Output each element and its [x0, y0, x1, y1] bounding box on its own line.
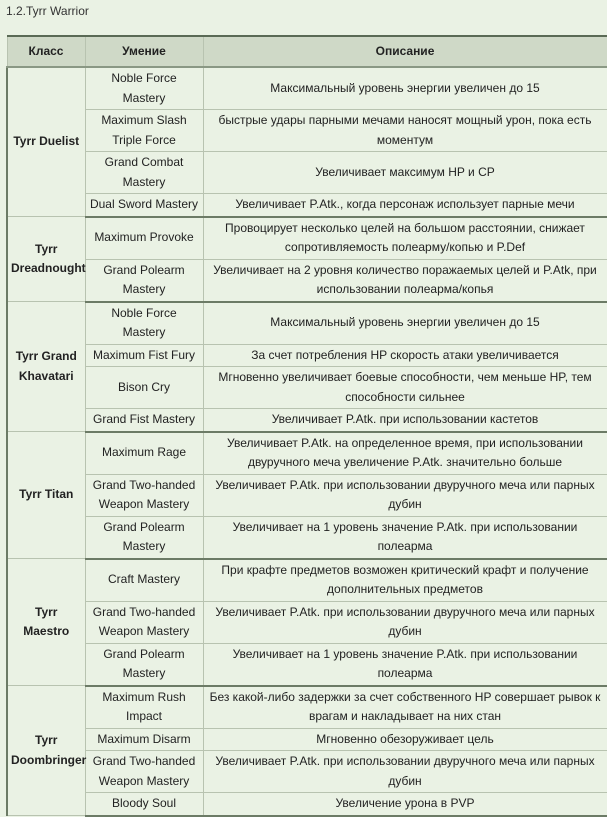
table-row	[7, 67, 607, 110]
class-cell: Tyrr Maestro	[7, 559, 85, 686]
skill-cell: Maximum Rage	[85, 432, 203, 475]
description-cell: Максимальный уровень энергии увеличен до 15	[203, 302, 607, 345]
description-cell: Увеличивает на 1 уровень значение P.Atk. при использовании полеарма	[203, 643, 607, 686]
description-cell: Увеличивает максимум HP и CP	[203, 152, 607, 194]
table-row	[7, 367, 607, 409]
description-cell: Провоцирует несколько целей на большом расстоянии, снижает сопротивляемость полеарму/копью и P.Def	[203, 217, 607, 260]
table-row	[7, 110, 607, 152]
class-cell: Tyrr Dreadnought	[7, 217, 85, 302]
skill-cell: Bloody Soul	[85, 793, 203, 816]
table-row	[7, 259, 607, 302]
table-row	[7, 194, 607, 217]
skill-cell: Maximum Slash Triple Force	[85, 110, 203, 152]
table-row	[7, 751, 607, 793]
skill-cell: Noble Force Mastery	[85, 302, 203, 345]
table-row	[7, 728, 607, 751]
skill-cell: Dual Sword Mastery	[85, 194, 203, 217]
description-cell: Увеличивает P.Atk. при использовании двуручного меча или парных дубин	[203, 751, 607, 793]
table-row	[7, 601, 607, 643]
description-cell: Увеличивает P.Atk. при использовании кастетов	[203, 409, 607, 432]
description-cell: Увеличение урона в PVP	[203, 793, 607, 816]
table-row	[7, 793, 607, 816]
skills-table	[6, 35, 607, 817]
skill-cell: Grand Two-handed Weapon Mastery	[85, 751, 203, 793]
skill-cell: Maximum Rush Impact	[85, 686, 203, 729]
description-cell: Мгновенно обезоруживает цель	[203, 728, 607, 751]
description-cell: Увеличивает P.Atk. при использовании двуручного меча или парных дубин	[203, 474, 607, 516]
description-cell: Увеличивает P.Atk., когда персонаж использует парные мечи	[203, 194, 607, 217]
table-row	[7, 302, 607, 345]
description-cell: При крафте предметов возможен критический крафт и получение дополнительных предметов	[203, 559, 607, 602]
skill-cell: Craft Mastery	[85, 559, 203, 602]
description-cell: Без какой-либо задержки за счет собственного HP совершает рывок к врагам и накладывает на них стан	[203, 686, 607, 729]
class-cell: Tyrr Grand Khavatari	[7, 302, 85, 432]
skill-cell: Grand Fist Mastery	[85, 409, 203, 432]
table-row	[7, 643, 607, 686]
class-cell: Tyrr Duelist	[7, 67, 85, 217]
header-skill: Умение	[85, 36, 203, 67]
skill-cell: Noble Force Mastery	[85, 67, 203, 110]
table-row	[7, 474, 607, 516]
table-row	[7, 152, 607, 194]
section-heading: 1.2.Tyrr Warrior	[6, 4, 89, 18]
skill-cell: Maximum Fist Fury	[85, 344, 203, 367]
skill-cell: Maximum Provoke	[85, 217, 203, 260]
description-cell: Увеличивает P.Atk. на определенное время, при использовании двуручного меча увеличение P.Atk. значительно больше	[203, 432, 607, 475]
description-cell: Увеличивает на 2 уровня количество поражаемых целей и P.Atk, при использовании полеарма/копья	[203, 259, 607, 302]
skill-cell: Grand Two-handed Weapon Mastery	[85, 474, 203, 516]
description-cell: Увеличивает на 1 уровень значение P.Atk. при использовании полеарма	[203, 516, 607, 559]
table-row	[7, 516, 607, 559]
description-cell: Увеличивает P.Atk. при использовании двуручного меча или парных дубин	[203, 601, 607, 643]
header-class: Класс	[7, 36, 85, 67]
table-row	[7, 217, 607, 260]
table-row	[7, 559, 607, 602]
skill-cell: Grand Polearm Mastery	[85, 259, 203, 302]
class-cell: Tyrr Doombringer	[7, 686, 85, 816]
skill-cell: Grand Combat Mastery	[85, 152, 203, 194]
description-cell: Максимальный уровень энергии увеличен до 15	[203, 67, 607, 110]
table-body	[7, 67, 607, 816]
table-header-row	[7, 36, 607, 67]
skill-cell: Grand Polearm Mastery	[85, 643, 203, 686]
header-description: Описание	[203, 36, 607, 67]
table-row	[7, 686, 607, 729]
description-cell: Мгновенно увеличивает боевые способности, чем меньше HP, тем способности сильнее	[203, 367, 607, 409]
class-cell: Tyrr Titan	[7, 432, 85, 559]
skill-cell: Maximum Disarm	[85, 728, 203, 751]
table-row	[7, 409, 607, 432]
skill-cell: Grand Two-handed Weapon Mastery	[85, 601, 203, 643]
skill-cell: Grand Polearm Mastery	[85, 516, 203, 559]
table-row	[7, 344, 607, 367]
description-cell: За счет потребления HP скорость атаки увеличивается	[203, 344, 607, 367]
skill-cell: Bison Cry	[85, 367, 203, 409]
table-row	[7, 432, 607, 475]
description-cell: быстрые удары парными мечами наносят мощный урон, пока есть моментум	[203, 110, 607, 152]
